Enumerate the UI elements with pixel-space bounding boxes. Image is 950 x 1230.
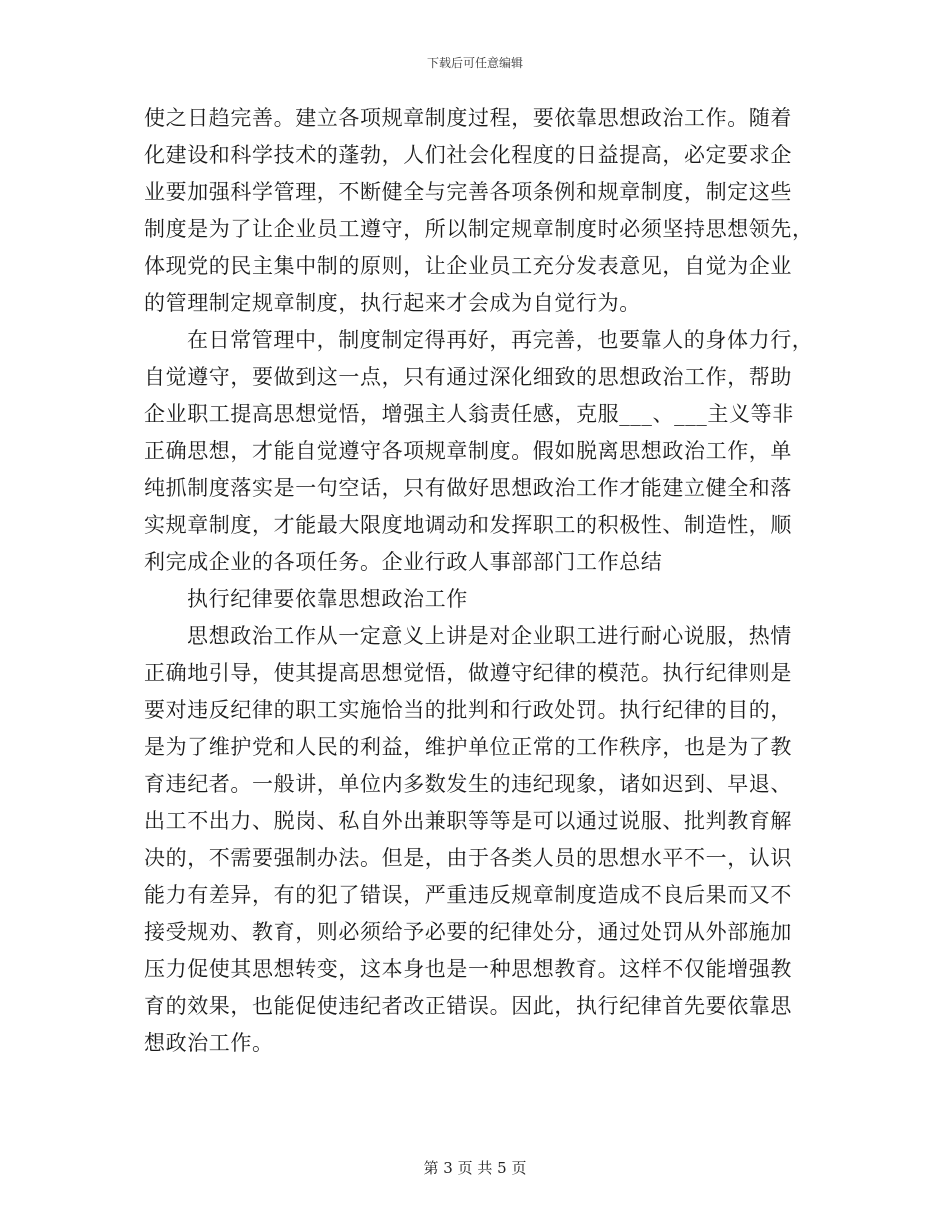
text-line: 出工不出力、脱岗、私自外出兼职等等是可以通过说服、批判教育解: [144, 809, 792, 833]
text-line: 化建设和科学技术的蓬勃，人们社会化程度的日益提高，必定要求企: [144, 143, 792, 167]
text-line: 压力促使其思想转变，这本身也是一种思想教育。这样不仅能增强教: [144, 957, 792, 981]
text-line: 育的效果，也能促使违纪者改正错误。因此，执行纪律首先要依靠思: [144, 994, 792, 1018]
text-line: 是为了维护党和人民的利益，维护单位正常的工作秩序，也是为了教: [144, 735, 792, 759]
text-line: 正确思想，才能自觉遵守各项规章制度。假如脱离思想政治工作，单: [144, 439, 792, 463]
text-line: 纯抓制度落实是一句空话，只有做好思想政治工作才能建立健全和落: [144, 476, 792, 500]
text-line: 的管理制定规章制度，执行起来才会成为自觉行为。: [144, 291, 641, 315]
text-line: 要对违反纪律的职工实施恰当的批判和行政处罚。执行纪律的目的，: [144, 698, 792, 722]
text-line: 思想政治工作从一定意义上讲是对企业职工进行耐心说服，热情: [187, 624, 792, 648]
text-line: 决的，不需要强制办法。但是，由于各类人员的思想水平不一，认识: [144, 846, 792, 870]
text-line: 在日常管理中，制度制定得再好，再完善，也要靠人的身体力行，: [187, 328, 814, 352]
text-line: 利完成企业的各项任务。企业行政人事部部门工作总结: [144, 550, 663, 574]
page-header: 下载后可任意编辑: [426, 56, 523, 70]
document-body: [144, 100, 814, 1062]
text-line: 自觉遵守，要做到这一点，只有通过深化细致的思想政治工作，帮助: [144, 365, 792, 389]
text-line: 接受规劝、教育，则必须给予必要的纪律处分，通过处罚从外部施加: [144, 920, 792, 944]
text-line: 执行纪律要依靠思想政治工作: [187, 587, 468, 611]
text-line: 业要加强科学管理，不断健全与完善各项条例和规章制度，制定这些: [144, 180, 792, 204]
text-line: 使之日趋完善。建立各项规章制度过程，要依靠思想政治工作。随着: [144, 106, 792, 130]
text-line: 能力有差异，有的犯了错误，严重违反规章制度造成不良后果而又不: [144, 883, 792, 907]
page-footer: 第 3 页 共 5 页: [423, 1159, 527, 1177]
text-line: 制度是为了让企业员工遵守，所以制定规章制度时必须坚持思想领先，: [144, 217, 814, 241]
text-line: 体现党的民主集中制的原则，让企业员工充分发表意见，自觉为企业: [144, 254, 792, 278]
text-line: 企业职工提高思想觉悟，增强主人翁责任感，克服___、___主义等非: [144, 402, 794, 426]
text-line: 实规章制度，才能最大限度地调动和发挥职工的积极性、制造性，顺: [144, 513, 792, 537]
text-line: 想政治工作。: [144, 1031, 274, 1055]
text-line: 育违纪者。一般讲，单位内多数发生的违纪现象，诸如迟到、早退、: [144, 772, 792, 796]
text-line: 正确地引导，使其提高思想觉悟，做遵守纪律的模范。执行纪律则是: [144, 661, 792, 685]
